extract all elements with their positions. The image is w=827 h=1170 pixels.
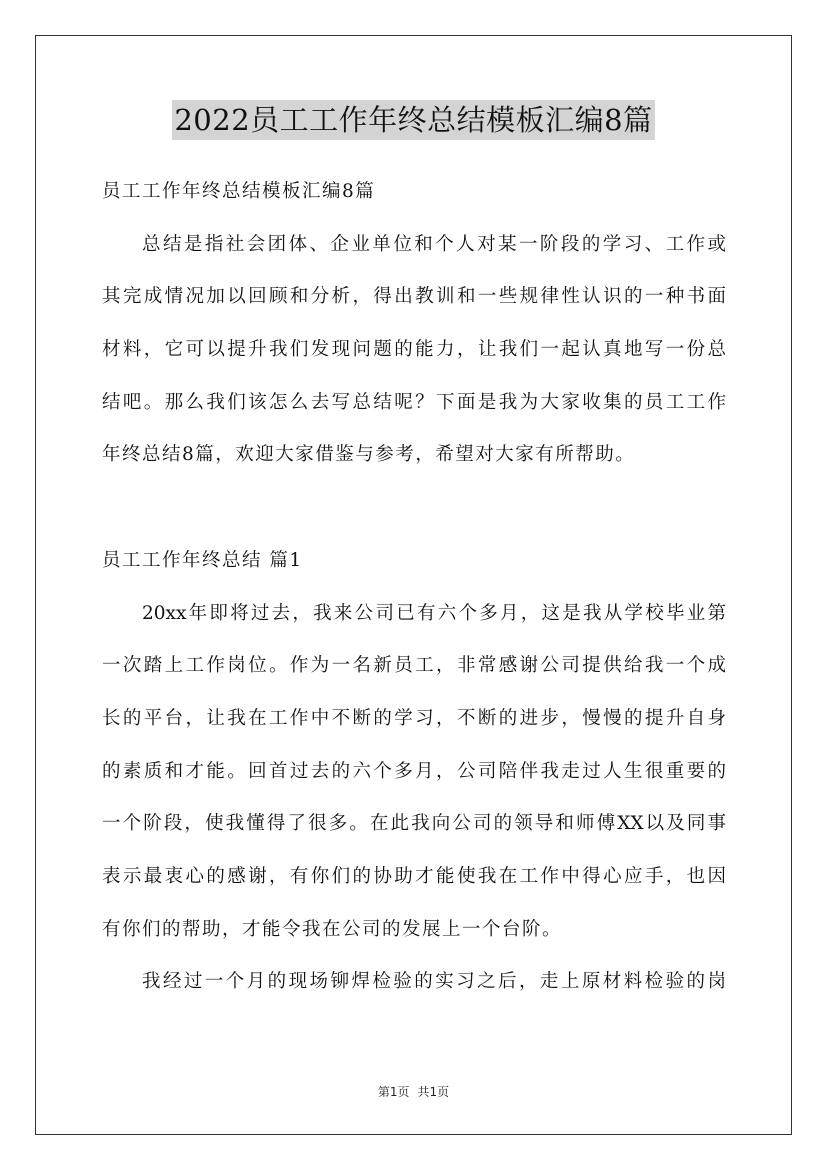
page-footer bbox=[0, 1083, 827, 1100]
intro-line-2: 其完成情况加以回顾和分析，得出教训和一些规律性认识的一种书面 bbox=[102, 286, 726, 308]
intro-line-5: 年终总结8篇，欢迎大家借鉴与参考，希望对大家有所帮助。 bbox=[102, 444, 636, 466]
section-1-line-6: 表示最衷心的感谢，有你们的协助才能使我在工作中得心应手，也因 bbox=[102, 865, 726, 887]
page-number: 第1页 bbox=[377, 1085, 410, 1099]
intro-line-1: 总结是指社会团体、企业单位和个人对某一阶段的学习、工作或 bbox=[142, 233, 726, 255]
section-1-line-3: 长的平台，让我在工作中不断的学习，不断的进步，慢慢的提升自身 bbox=[102, 707, 726, 729]
document-subtitle: 员工工作年终总结模板汇编8篇 bbox=[102, 181, 376, 202]
section-1-paragraph-2-line-1: 我经过一个月的现场铆焊检验的实习之后，走上原材料检验的岗 bbox=[142, 971, 726, 993]
paragraph-gap bbox=[102, 488, 726, 541]
title-container bbox=[0, 100, 827, 140]
intro-line-4: 结吧。那么我们该怎么去写总结呢？下面是我为大家收集的员工工作 bbox=[102, 391, 726, 413]
section-1-line-7: 有你们的帮助，才能令我在公司的发展上一个台阶。 bbox=[102, 918, 563, 940]
section-1-line-4: 的素质和才能。回首过去的六个多月，公司陪伴我走过人生很重要的 bbox=[102, 760, 726, 782]
section-1-heading: 员工工作年终总结 篇1 bbox=[102, 549, 303, 571]
document-body bbox=[102, 172, 726, 1015]
intro-line-3: 材料，它可以提升我们发现问题的能力，让我们一起认真地写一份总 bbox=[102, 339, 726, 361]
section-1-line-1: 20xx年即将过去，我来公司已有六个多月，这是我从学校毕业第 bbox=[142, 602, 726, 624]
section-1-line-2: 一次踏上工作岗位。作为一名新员工，非常感谢公司提供给我一个成 bbox=[102, 655, 726, 677]
document-title: 2022员工工作年终总结模板汇编8篇 bbox=[172, 100, 654, 140]
page-total: 共1页 bbox=[417, 1085, 450, 1099]
section-1-line-5: 一个阶段，使我懂得了很多。在此我向公司的领导和师傅XX以及同事 bbox=[102, 813, 726, 835]
